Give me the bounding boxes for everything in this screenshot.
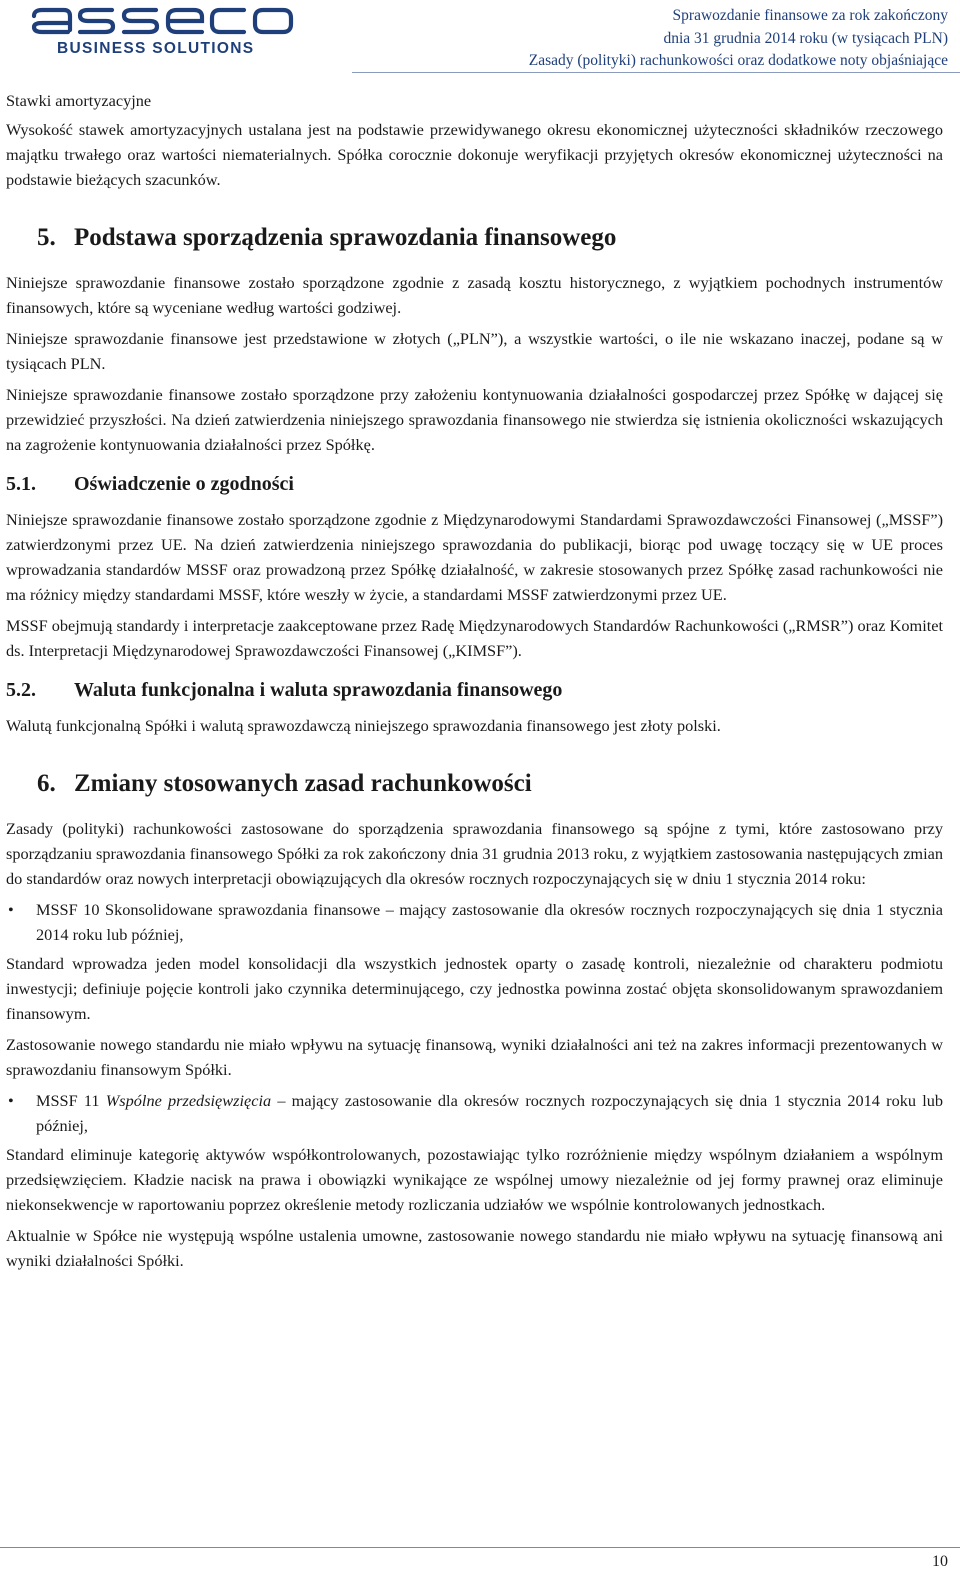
asseco-logo [30, 6, 300, 57]
section-6-paragraph-1: Zasady (polityki) rachunkowości zastosowane do sporządzenia sprawozdania finansowego są spójne z tymi, które zastosowano przy sporządzaniu sprawozdania finansowego Spółki za rok zakończony dnia 31 grudnia 2013 roku, z wyjątkiem zastosowania następujących zmian do standardów oraz nowych interpretacji obowiązujących dla okresów rocznych rozpoczynających się w dniu 1 stycznia 2014 roku: [6, 819, 943, 888]
section-5-paragraph-3: Niniejsze sprawozdanie finansowe zostało sporządzone przy założeniu kontynuowania działalności gospodarczej przez Spółkę w dającej się przewidzieć przyszłości. Na dzień zatwierdzenia niniejszego sprawozdania finansowego nie stwierdza się istnienia okoliczności wskazujących na zagrożenie kontynuowania działalności przez Spółkę. [6, 385, 943, 454]
list-item-text [36, 1088, 943, 1138]
section-5-paragraph-1: Niniejsze sprawozdanie finansowe zostało sporządzone zgodnie z zasadą kosztu historycznego, z wyjątkiem pochodnych instrumentów finansowych, które są wyceniane według wartości godziwej. [6, 273, 943, 317]
section-title: Waluta funkcjonalna i waluta sprawozdania finansowego [74, 679, 563, 701]
stawki-title: Stawki amortyzacyjne [6, 91, 152, 110]
section-5-2-paragraph-1: Walutą funkcjonalną Spółki i walutą sprawozdawczą niniejszego sprawozdania finansowego jest złoty polski. [6, 716, 721, 735]
section-number: 5.2. [6, 679, 36, 701]
asseco-wordmark-icon [30, 6, 295, 38]
section-title: Oświadczenie o zgodności [74, 473, 294, 495]
document-header-info [529, 5, 948, 73]
bullet-icon: • [8, 900, 14, 919]
stawki-paragraph: Wysokość stawek amortyzacyjnych ustalana jest na podstawie przewidywanego okresu ekonomicznej użyteczności składników rzeczowego majątku trwałego oraz wartości niematerialnych. Spółka corocznie dokonuje weryfikacji przyjętych okresów ekonomicznej użyteczności na podstawie bieżących szacunków. [6, 120, 943, 189]
list-item-prefix: MSSF 11 [36, 1091, 106, 1110]
list-item [6, 1088, 943, 1138]
section-6-paragraph-3: Zastosowanie nowego standardu nie miało wpływu na sytuację finansową, wyniki działalności ani też na zakres informacji prezentowanych w sprawozdaniu finansowym Spółki. [6, 1035, 943, 1079]
page-number: 10 [932, 1553, 948, 1570]
section-6-heading [6, 768, 943, 800]
section-number: 5. [37, 224, 56, 251]
list-item-italic-title: Wspólne przedsięwzięcia [105, 1091, 272, 1110]
list-item-rest: – mający zastosowanie dla okresów rocznych rozpoczynających się dnia 1 stycznia 2014 roku lub później, [36, 1091, 943, 1135]
section-number: 5.1. [6, 473, 36, 495]
section-title: Zmiany stosowanych zasad rachunkowości [74, 770, 532, 797]
header-line-3: Zasady (polityki) rachunkowości oraz dodatkowe noty objaśniające [528, 52, 948, 69]
section-5-1-heading [6, 471, 943, 497]
section-6-paragraph-5: Aktualnie w Spółce nie występują wspólne ustalenia umowne, zastosowanie nowego standardu nie miało wpływu na sytuację finansową ani wyniki działalności Spółki. [6, 1226, 943, 1270]
header-divider [352, 72, 960, 73]
header-line-1: Sprawozdanie finansowe za rok zakończony [672, 7, 948, 24]
document-body [6, 88, 943, 1279]
section-5-1-paragraph-1: Niniejsze sprawozdanie finansowe zostało sporządzone zgodnie z Międzynarodowymi Standardami Sprawozdawczości Finansowej („MSSF”) zatwierdzonymi przez UE. Na dzień zatwierdzenia niniejszego sprawozdania do publikacji, biorąc pod uwagę toczący się w UE proces wprowadzania standardów MSSF oraz prowadzoną przez Spółkę działalność, w zakresie stosowanych przez Spółkę zasad rachunkowości nie ma różnicy między standardami MSSF, które weszły w życie, a standardami MSSF zatwierdzonymi przez UE. [6, 510, 943, 604]
section-number: 6. [37, 770, 56, 797]
bullet-icon: • [8, 1091, 14, 1110]
section-6-paragraph-2: Standard wprowadza jeden model konsolidacji dla wszystkich jednostek oparty o zasadę kontroli, niezależnie od charakteru podmiotu inwestycji; definiuje pojęcie kontroli jako czynnika determinującego, czy jednostka powinna zostać objęta skonsolidowanym sprawozdaniem finansowym. [6, 954, 943, 1023]
page-header [0, 0, 960, 72]
list-item [6, 897, 943, 947]
section-5-2-heading [6, 677, 943, 703]
header-line-2: dnia 31 grudnia 2014 roku (w tysiącach PLN) [663, 29, 948, 47]
logo-subtitle: BUSINESS SOLUTIONS [57, 40, 255, 57]
section-5-paragraph-2: Niniejsze sprawozdanie finansowe jest przedstawione w złotych („PLN”), a wszystkie wartości, o ile nie wskazano inaczej, podane są w tysiącach PLN. [6, 329, 943, 373]
section-6-paragraph-4: Standard eliminuje kategorię aktywów współkontrolowanych, pozostawiając tylko rozróżnienie między wspólnym działaniem a wspólnym przedsięwzięciem. Kładzie nacisk na prawa i obowiązki wynikające ze wspólnej umowy niezależnie od jej formy prawnej oraz eliminuje niekonsekwencje w raportowaniu poprzez określenie metody rozliczania udziałów we wspólnie kontrolowanych jednostkach. [6, 1145, 943, 1214]
footer-divider [0, 1547, 960, 1548]
section-5-heading [6, 222, 943, 254]
section-title: Podstawa sporządzenia sprawozdania finansowego [74, 224, 617, 251]
list-item-text: MSSF 10 Skonsolidowane sprawozdania finansowe – mający zastosowanie dla okresów rocznych rozpoczynających się dnia 1 stycznia 2014 roku lub później, [36, 900, 943, 944]
section-5-1-paragraph-2: MSSF obejmują standardy i interpretacje zaakceptowane przez Radę Międzynarodowych Standardów Rachunkowości („RMSR”) oraz Komitet ds. Interpretacji Międzynarodowej Sprawozdawczości Finansowej („KIMSF”). [6, 616, 943, 660]
